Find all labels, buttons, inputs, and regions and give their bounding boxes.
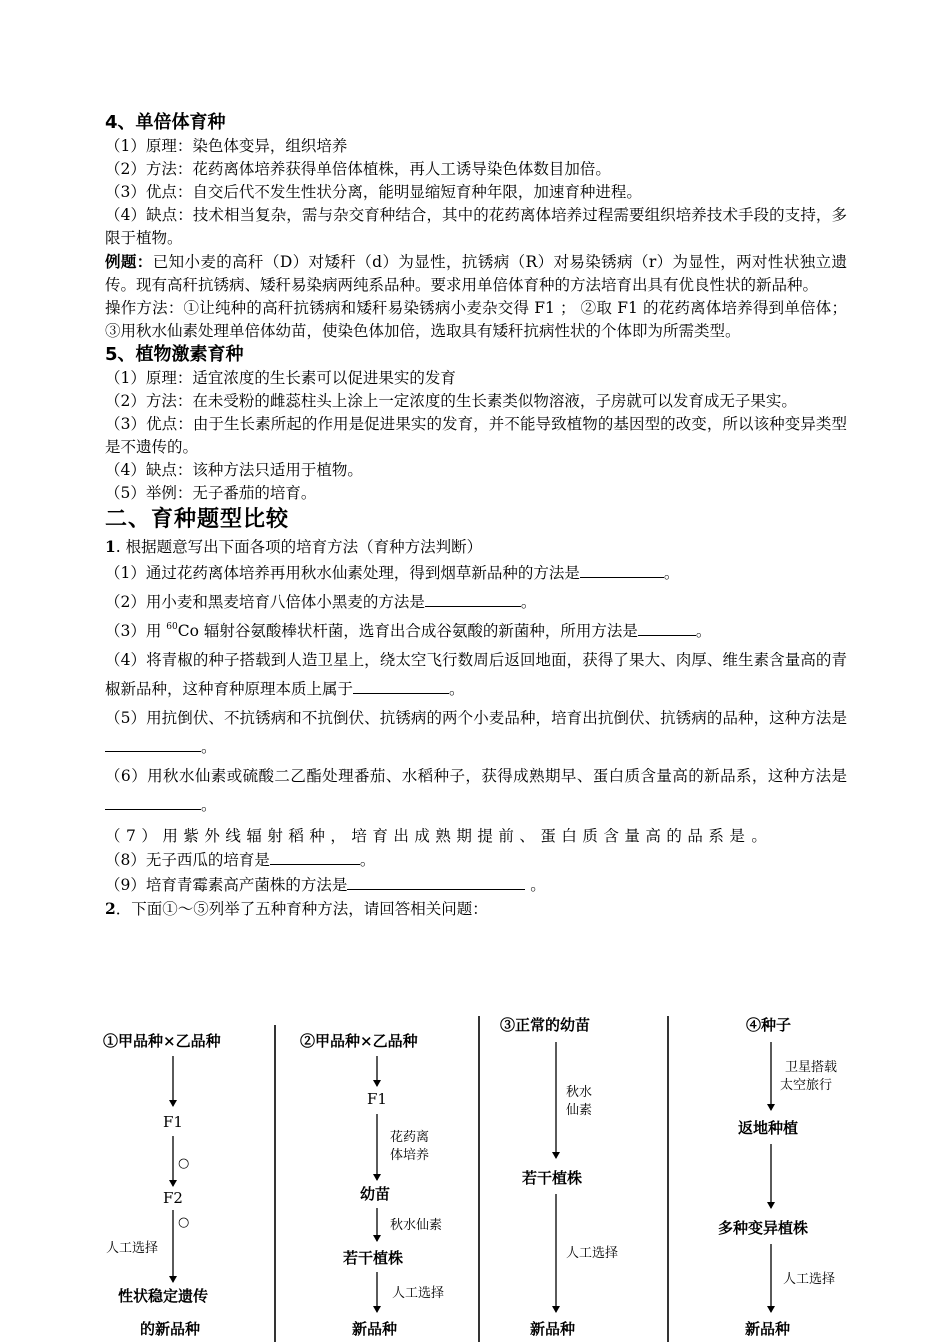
method-2-flow <box>300 1032 444 1338</box>
item-text: （5）用抗倒伏、不抗锈病和不抗倒伏、抗锈病的两个小麦品种，培育出抗倒伏、抗锈病的品种，这种方法是 <box>105 709 847 727</box>
question-2-title-text: ．下面①～⑤列举了五种育种方法，请回答相关问题： <box>115 900 488 918</box>
method-2-plants: 若干植株 <box>343 1249 404 1267</box>
section-4-heading: 4、单倍体育种 <box>105 112 226 133</box>
question-1-title-text: . 根据题意写出下面各项的培育方法（育种方法判断） <box>115 538 483 556</box>
item-text: （1）通过花药离体培养再用秋水仙素处理，得到烟草新品种的方法是 <box>105 564 580 582</box>
item-text: （7）用紫外线辐射稻种，培育出成熟期提前、蛋白质含量高的品系是 <box>105 827 751 845</box>
method-3-step1-line1: 秋水 <box>566 1085 593 1100</box>
method-1-f1: F1 <box>163 1113 183 1131</box>
method-4-plants: 多种变异植株 <box>718 1219 809 1237</box>
item-text: （3）用 <box>105 622 167 640</box>
section-4-line: （1）原理：染色体变异，组织培养 <box>105 137 348 155</box>
method-4-result: 新品种 <box>745 1320 791 1338</box>
method-2-f1: F1 <box>367 1090 387 1108</box>
selfing-mark: ○ <box>178 1156 190 1171</box>
selfing-mark: ○ <box>178 1215 190 1230</box>
example-label: 例题： <box>105 252 153 271</box>
section-4-line: （4）缺点：技术相当复杂，需与杂交育种结合，其中的花药离体培养过程需要组织培养技术手段的支持，多限于植物。 <box>105 206 847 247</box>
item-period: 。 <box>663 564 680 582</box>
method-1-select: 人工选择 <box>106 1241 159 1256</box>
question-2-number: 2 <box>105 899 116 918</box>
method-4-select: 人工选择 <box>783 1272 836 1287</box>
item-text: （8）无子西瓜的培育是 <box>105 851 270 869</box>
method-2-step2: 秋水仙素 <box>390 1218 443 1233</box>
method-2-title: ②甲品种×乙品种 <box>300 1032 418 1050</box>
section-5-heading: 5、植物激素育种 <box>105 344 244 365</box>
method-4-title: ④种子 <box>746 1016 792 1034</box>
method-2-step1-line2: 体培养 <box>390 1148 430 1163</box>
method-3-plants: 若干植株 <box>522 1169 583 1187</box>
method-4-step1-line1: 卫星搭载 <box>785 1060 838 1075</box>
section-4-line: （2）方法：花药离体培养获得单倍体植株，再人工诱导染色体数目加倍。 <box>105 160 611 178</box>
section-5-line: （1）原理：适宜浓度的生长素可以促进果实的发育 <box>105 369 456 387</box>
item-period: 。 <box>201 738 217 756</box>
part-2-heading: 二、育种题型比较 <box>105 507 290 532</box>
item-text: （6）用秋水仙素或硫酸二乙酯处理番茄、水稻种子，获得成熟期早、蛋白质含量高的新品系，这种方法是 <box>105 767 847 785</box>
method-4-back: 返地种植 <box>738 1119 799 1137</box>
operation-paragraph: 操作方法：①让纯种的高秆抗锈病和矮秆易染锈病小麦杂交得 F1 ； ②取 F1 的花药离体培养得到单倍体； ③用秋水仙素处理单倍体幼苗，使染色体加倍，选取具有矮秆抗病性状的个体即为所需类型。 <box>105 299 847 340</box>
isotope-superscript: 60 <box>166 622 178 632</box>
section-5-line: （2）方法：在未受粉的雌蕊柱头上涂上一定浓度的生长素类似物溶液，子房就可以发育成无子果实。 <box>105 392 797 410</box>
item-period: 。 <box>520 593 537 611</box>
item-period: 。 <box>695 622 712 640</box>
section-5-line: （3）优点：由于生长素所起的作用是促进果实的发育，并不能导致植物的基因型的改变，所以该种变异类型是不遗传的。 <box>105 415 847 456</box>
item-text: （4）将青椒的种子搭载到人造卫星上，绕太空飞行数周后返回地面，获得了果大、肉厚、维生素含量高的青椒新品种，这种育种原理本质上属于 <box>105 651 847 698</box>
method-1-flow <box>103 1032 221 1338</box>
method-2-step1-line1: 花药离 <box>390 1130 430 1145</box>
item-period: 。 <box>751 827 773 845</box>
method-1-result-line1: 性状稳定遗传 <box>118 1287 209 1305</box>
section-4-line: （3）优点：自交后代不发生性状分离，能明显缩短育种年限，加速育种进程。 <box>105 183 642 201</box>
method-2-seedling: 幼苗 <box>360 1185 391 1203</box>
method-4-step1-line2: 太空旅行 <box>780 1078 833 1093</box>
item-period: 。 <box>201 796 217 814</box>
item-text: （9）培育青霉素高产菌株的方法是 <box>105 876 348 894</box>
question-1-number: 1 <box>105 537 116 556</box>
method-3-step1-line2: 仙素 <box>566 1103 593 1118</box>
section-5-line: （4）缺点：该种方法只适用于植物。 <box>105 461 363 479</box>
method-3-select: 人工选择 <box>566 1246 619 1261</box>
method-3-title: ③正常的幼苗 <box>500 1016 591 1034</box>
example-text: 已知小麦的高秆（D）对矮秆（d）为显性，抗锈病（R）对易染锈病（r）为显性，两对性状独立遗传。现有高秆抗锈病、矮秆易染病两纯系品种。要求用单倍体育种的方法培育出具有优良性状的新品种。 <box>105 253 847 294</box>
section-5-line: （5）举例：无子番茄的培育。 <box>105 484 317 502</box>
method-2-select: 人工选择 <box>392 1286 445 1301</box>
item-period: 。 <box>359 851 376 869</box>
item-text: Co 辐射谷氨酸棒状杆菌，选育出合成谷氨酸的新菌种，所用方法是 <box>177 622 638 640</box>
method-3-result: 新品种 <box>530 1320 576 1338</box>
method-1-title: ①甲品种×乙品种 <box>103 1032 221 1050</box>
method-3-flow <box>500 1016 618 1338</box>
method-1-result-line2: 的新品种 <box>140 1320 201 1338</box>
column-dividers <box>275 1016 668 1342</box>
item-period: 。 <box>449 680 465 698</box>
method-4-flow <box>718 1016 837 1338</box>
method-1-f2: F2 <box>163 1189 183 1207</box>
item-text: （2）用小麦和黑麦培育八倍体小黑麦的方法是 <box>105 593 425 611</box>
item-period: 。 <box>525 876 546 894</box>
method-2-result: 新品种 <box>352 1320 398 1338</box>
